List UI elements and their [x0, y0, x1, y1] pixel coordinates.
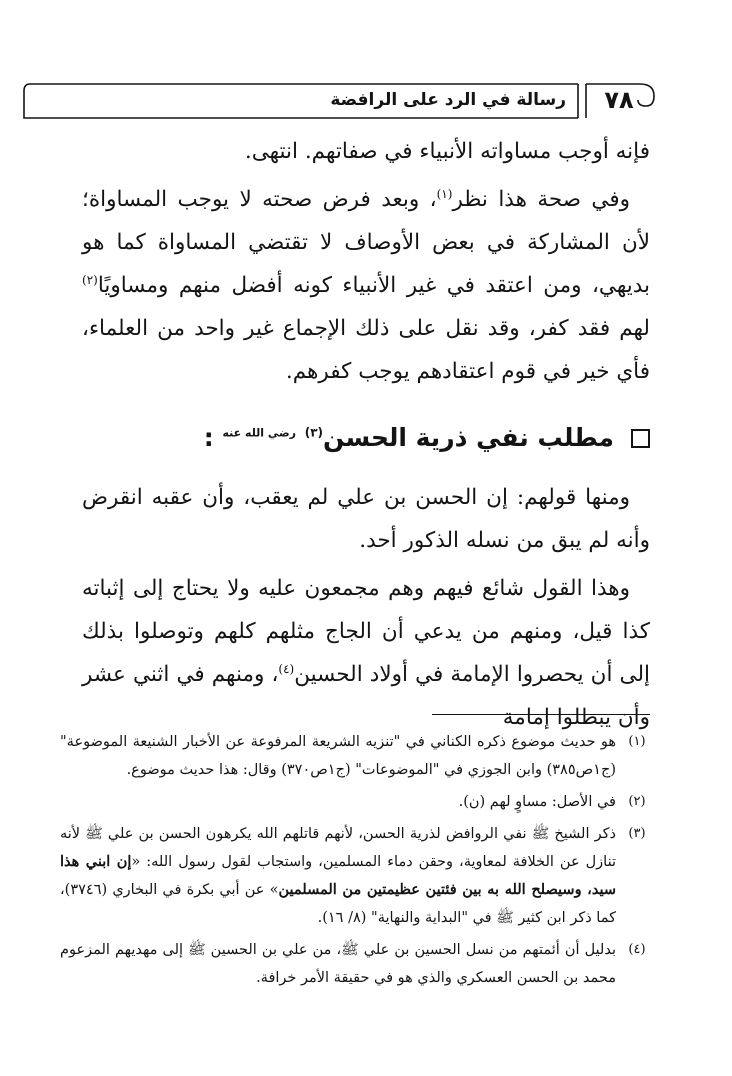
section-heading: [82, 416, 650, 464]
paragraph-2: [82, 178, 650, 393]
footnotes: [60, 728, 650, 996]
paragraph-4-part-b: ، ومنهم في اثني عشر وأن يبطلوا إمامة: [82, 662, 650, 730]
footnote-number: (١): [628, 734, 646, 749]
running-header: [22, 82, 658, 120]
footnote-ref-1: (١): [436, 186, 453, 201]
footnote-ref-2: (٢): [82, 272, 98, 287]
footnote-ref-3: (٣): [304, 425, 324, 440]
footnote-ref-4: (٤): [278, 661, 295, 676]
paragraph-2-part-c: لهم فقد كفر، وقد نقل على ذلك الإجماع غير واحد من العلماء، فأي خير في قوم اعتقادهم يوجب كفرهم.: [82, 316, 650, 384]
footnote-text: في الأصل: مساوٍ لهم (ن).: [458, 794, 616, 810]
honorific-glyph: رضي الله عنه: [222, 426, 297, 440]
running-title: رسالة في الرد على الرافضة: [330, 90, 566, 110]
section-heading-text: [204, 418, 614, 458]
paragraph-4-part-a: وهذا القول شائع فيهم وهم مجمعون عليه ولا يحتاج إلى إثباته كذا قيل، ومنهم من يدعي أن الجاج مثلهم كلهم وتوصلوا بذلك إلى أن يحصروا الإمامة في أولاد الحسين: [82, 576, 650, 687]
footnote-number: (٣): [628, 826, 646, 841]
square-bullet-icon: [631, 429, 650, 448]
page-number: ٧٨: [604, 86, 634, 114]
paragraph-3: ومنها قولهم: إن الحسن بن علي لم يعقب، وأن عقبه انقرض وأنه لم يبق من نسله الذكور أحد.: [82, 485, 650, 553]
footnote-2: [60, 788, 650, 816]
footnote-1: [60, 728, 650, 784]
heading-title: مطلب نفي ذرية الحسن: [323, 423, 614, 452]
footnote-3: [60, 820, 650, 932]
heading-colon: :: [203, 423, 214, 452]
paragraph-2-part-a: وفي صحة هذا نظر: [452, 187, 630, 212]
footnote-text-a: ذكر الشيخ ﷺ نفي الروافض لذرية الحسن، لأنهم قاتلهم الله يكرهون الحسن بن علي ﷺ لأنه تنازل عن الخلافة لمعاوية، وحقن دماء المسلمين، واستجاب لقول رسول الله: «: [60, 826, 616, 870]
paragraph-2-part-b: ، وبعد فرض صحته لا يوجب المساواة؛ لأن المشاركة في بعض الأوصاف لا تقتضي المساواة كما هو بديهي، ومن اعتقد في غير الأنبياء كونه أفضل منهم ومساويًا: [82, 187, 650, 298]
footnote-separator: [432, 714, 650, 715]
footnote-number: (٤): [628, 942, 646, 957]
hadith-quote: إن ابني هذا سيد، وسيصلح الله به بين فئتين عظيمتين من المسلمين: [60, 853, 616, 898]
footnote-text: هو حديث موضوع ذكره الكناني في "تنزيه الشريعة المرفوعة عن الأخبار الشنيعة الموضوعة" (ج١ص٣٨٥) وابن الجوزي في "الموضوعات" (ج١ص٣٧٠) وقال: هذا حديث موضوع.: [60, 734, 616, 778]
footnote-4: [60, 936, 650, 992]
footnote-text: بدليل أن أئمتهم من نسل الحسين بن علي ﷺ، من علي بن الحسين ﷺ إلى مهديهم المزعوم محمد بن الحسن العسكري والذي هو في حقيقة الأمر خرافة.: [60, 942, 616, 986]
paragraph-1: فإنه أوجب مساواته الأنبياء في صفاتهم. انتهى.: [244, 139, 650, 164]
footnote-text-b: » عن أبي بكرة في البخاري (٣٧٤٦)، كما ذكر ابن كثير ﷺ في "البداية والنهاية" (٨/ ١٦).: [60, 882, 616, 926]
footnote-number: (٢): [628, 794, 646, 809]
